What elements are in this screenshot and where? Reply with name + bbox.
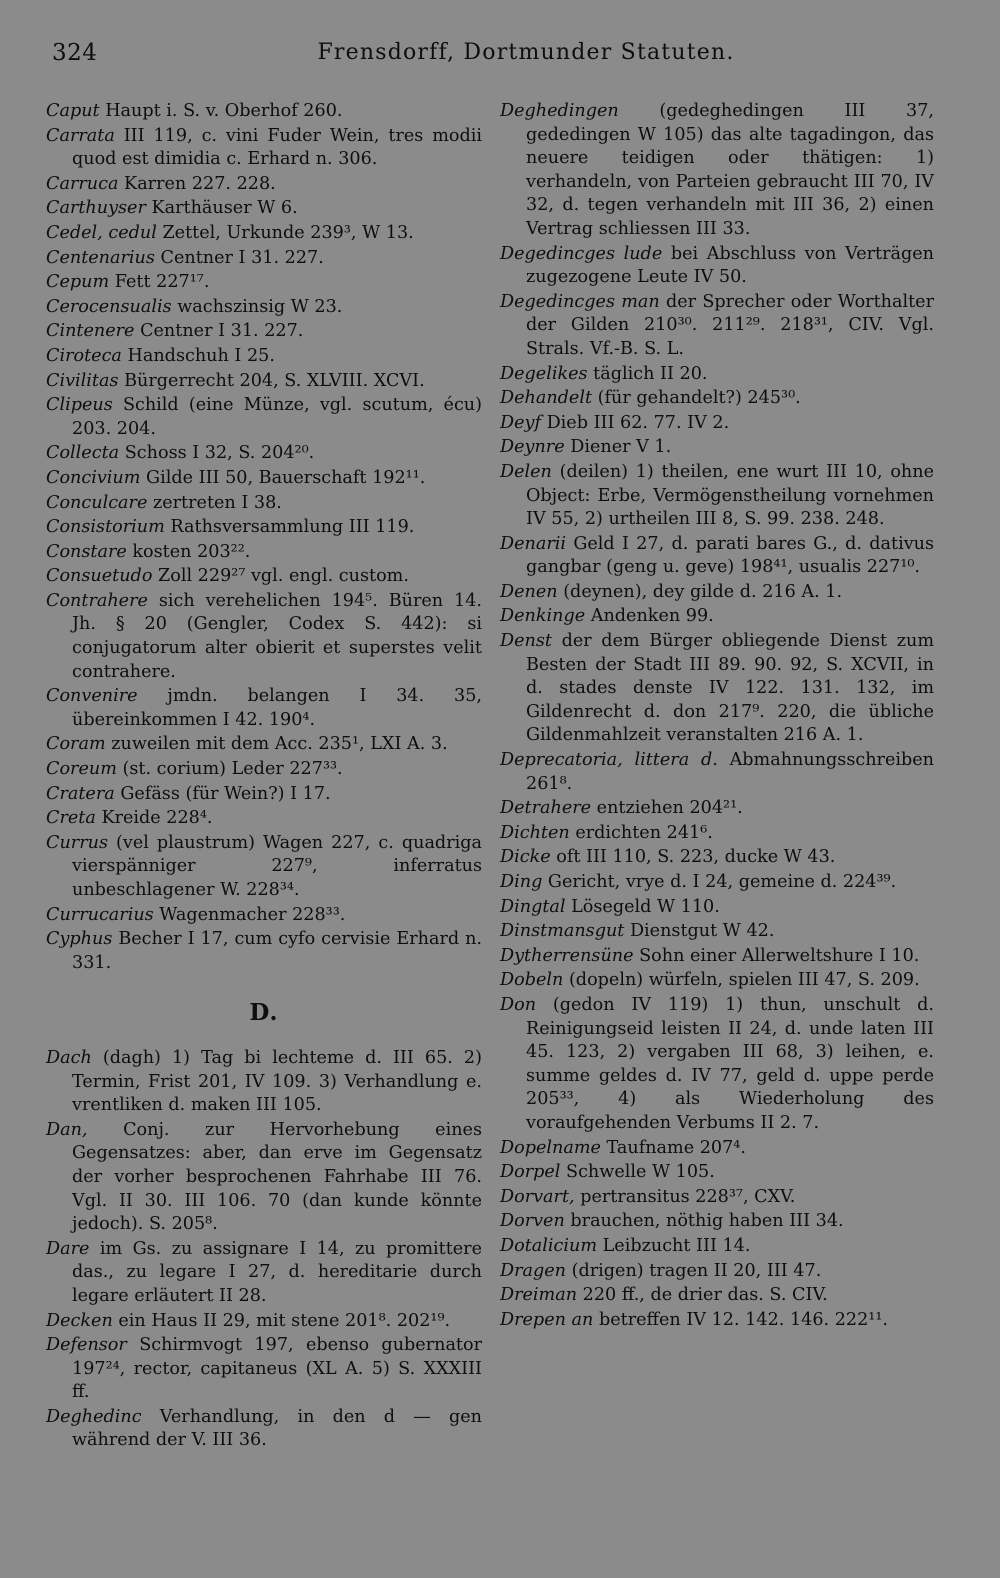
dictionary-entry — [500, 822, 934, 846]
dictionary-entry — [46, 296, 482, 320]
entry-lemma: Deghedinc — [46, 1406, 142, 1427]
entry-lemma: Clipeus — [46, 395, 113, 416]
dictionary-entry — [500, 1284, 934, 1308]
entry-lemma: Dreiman — [500, 1285, 578, 1306]
entry-lemma: Collecta — [46, 443, 120, 464]
entry-lemma: Deyf — [500, 412, 541, 433]
entry-lemma: Cepum — [46, 272, 110, 293]
dictionary-entry — [46, 197, 482, 221]
entry-lemma: Denkinge — [500, 606, 586, 627]
dictionary-entry — [500, 846, 934, 870]
entry-lemma: Dorven — [500, 1211, 565, 1232]
entry-lemma: Coreum — [46, 759, 117, 780]
entry-lemma: Deprecatoria, littera d. — [500, 750, 718, 771]
entry-lemma: Dorpel — [500, 1162, 561, 1183]
entry-definition: (dopeln) würfeln, spielen III 47, S. 209. — [568, 970, 920, 991]
entry-definition: wachszinsig W 23. — [177, 296, 343, 317]
entry-lemma: Dorvart, — [500, 1186, 575, 1207]
left-column — [46, 100, 482, 1454]
entry-definition: Schild (eine Münze, vgl. scutum, écu) 203. 204. — [72, 395, 482, 439]
entry-definition: bei Abschluss von Verträgen zugezogene Leute IV 50. — [526, 243, 935, 288]
entry-lemma: Ding — [500, 872, 543, 892]
entry-definition: Centner I 31. 227. — [140, 321, 304, 342]
entry-lemma: Creta — [46, 808, 96, 829]
entry-lemma: Conculcare — [46, 492, 148, 513]
dictionary-entry — [46, 783, 482, 807]
entry-lemma: Drepen an — [500, 1309, 594, 1330]
dictionary-entry — [46, 1310, 482, 1334]
entry-definition: (dagh) 1) Tag bi lechteme d. III 65. 2) Termin, Frist 201, IV 109. 3) Verhandlung e. vrentliken d. maken III 105. — [72, 1047, 482, 1116]
running-head: Frensdorff, Dortmunder Statuten. — [317, 40, 735, 65]
dictionary-entry — [500, 436, 934, 460]
entry-definition: Karthäuser W 6. — [151, 198, 298, 219]
dictionary-entry — [46, 222, 482, 246]
entry-definition: erdichten 241⁶. — [575, 822, 713, 843]
entry-definition: Leibzucht III 14. — [602, 1235, 751, 1256]
entry-definition: entziehen 204²¹. — [596, 798, 743, 819]
dictionary-entry — [46, 370, 482, 394]
dictionary-entry — [500, 749, 934, 796]
entry-definition: Zettel, Urkunde 239³, W 13. — [162, 222, 414, 243]
dictionary-entry — [46, 100, 482, 124]
entry-lemma: Convenire — [46, 686, 138, 707]
dictionary-entry — [500, 945, 934, 969]
entry-lemma: Dopelname — [500, 1137, 601, 1158]
dictionary-entry — [46, 1238, 482, 1309]
entry-definition: Haupt i. S. v. Oberhof 260. — [105, 101, 343, 121]
entry-definition: (st. corium) Leder 227³³. — [122, 759, 343, 780]
page-header — [52, 40, 960, 80]
entry-lemma: Denst — [500, 631, 552, 652]
dictionary-entry — [46, 320, 482, 344]
entry-lemma: Concivium — [46, 467, 141, 488]
dictionary-entry — [46, 1406, 482, 1453]
entry-lemma: Contrahere — [46, 590, 148, 611]
entry-definition: Fett 227¹⁷. — [114, 272, 210, 293]
dictionary-entry — [500, 896, 934, 920]
dictionary-entry — [46, 394, 482, 441]
entry-definition: pertransitus 228³⁷, CXV. — [580, 1186, 796, 1207]
entry-definition: Abmahnungsschreiben 261⁸. — [526, 750, 934, 794]
entry-definition: Diener V 1. — [570, 437, 672, 458]
dictionary-entry — [46, 758, 482, 782]
entry-definition: der Sprecher oder Worthalter der Gilden 210³⁰. 211²⁹. 218³¹, CIV. Vgl. Strals. Vf.-B. S. L. — [526, 291, 934, 359]
entry-definition: Gilde III 50, Bauerschaft 192¹¹. — [146, 467, 426, 488]
entry-definition: (für gehandelt?) 245³⁰. — [597, 388, 801, 409]
entry-definition: (drigen) tragen II 20, III 47. — [571, 1260, 822, 1281]
dictionary-entry — [46, 565, 482, 589]
entry-definition: (deilen) 1) theilen, ene wurt III 10, ohne Object: Erbe, Vermögenstheilung vornehmen IV 55, 2) urtheilen III 8, S. 99. 238. 248. — [526, 461, 934, 530]
dictionary-entry — [500, 630, 934, 748]
dictionary-entry — [500, 363, 934, 387]
entry-lemma: Carthuyser — [46, 198, 146, 219]
entry-definition: (gedon IV 119) 1) thun, unschult d. Reinigungseid leisten II 24, d. unde laten III 45. 123, 2) vergaben III 68, 3) leihen, e. summe geldes d. IV 77, geld d. uppe perde 205³³, 4) als Wiederholung des voraufgehenden Verbums II 2. 7. — [526, 994, 934, 1133]
dictionary-entry — [500, 412, 934, 436]
entry-definition: Centner I 31. 227. — [160, 247, 324, 268]
entry-lemma: Deghedingen — [500, 101, 619, 121]
entry-lemma: Currus — [46, 832, 108, 853]
entry-lemma: Carrata — [46, 125, 115, 146]
entry-lemma: Cintenere — [46, 321, 135, 342]
entry-lemma: Dytherrensüne — [500, 945, 634, 966]
entry-definition: III 119, c. vini Fuder Wein, tres modii quod est dimidia c. Erhard n. 306. — [72, 125, 482, 170]
entry-definition: oft III 110, S. 223, ducke W 43. — [556, 847, 836, 868]
entry-definition: brauchen, nöthig haben III 34. — [570, 1211, 844, 1232]
entry-lemma: Cratera — [46, 783, 115, 804]
entry-lemma: Cyphus — [46, 929, 113, 950]
entry-lemma: Dach — [46, 1047, 92, 1068]
dictionary-entry — [46, 345, 482, 369]
entry-definition: Dieb III 62. 77. IV 2. — [546, 412, 730, 433]
dictionary-entry — [46, 125, 482, 172]
entry-lemma: Dingtal — [500, 896, 566, 917]
dictionary-entry — [500, 1161, 934, 1185]
entry-definition: Lösegeld W 110. — [571, 896, 720, 917]
entry-lemma: Dobeln — [500, 970, 564, 991]
dictionary-entry — [500, 920, 934, 944]
dictionary-entry — [46, 492, 482, 516]
entry-definition: betreffen IV 12. 142. 146. 222¹¹. — [598, 1309, 888, 1330]
entry-lemma: Civilitas — [46, 370, 119, 391]
entry-definition: Bürgerrecht 204, S. XLVIII. XCVI. — [124, 370, 425, 391]
entries-c-list — [46, 100, 482, 975]
dictionary-entry — [46, 516, 482, 540]
entry-definition: Becher I 17, cum cyfo cervisie Erhard n. 331. — [72, 929, 482, 973]
entry-lemma: Cerocensualis — [46, 296, 172, 317]
dictionary-entry — [500, 461, 934, 532]
entry-definition: Rathsversammlung III 119. — [170, 517, 415, 538]
entry-lemma: Denarii — [500, 533, 567, 554]
dictionary-entry — [46, 685, 482, 732]
entry-lemma: Currucarius — [46, 904, 154, 925]
dictionary-entry — [500, 871, 934, 895]
dictionary-entry — [500, 1137, 934, 1161]
entry-lemma: Constare — [46, 541, 127, 562]
entry-lemma: Degedincges lude — [500, 243, 663, 264]
entry-lemma: Deynre — [500, 437, 565, 458]
entries-right-list — [500, 100, 934, 1332]
dictionary-entry — [46, 807, 482, 831]
dictionary-entry — [500, 994, 934, 1136]
entry-definition: Wagenmacher 228³³. — [159, 904, 346, 925]
entry-lemma: Coram — [46, 734, 106, 755]
dictionary-entry — [500, 797, 934, 821]
entry-lemma: Don — [500, 994, 537, 1015]
dictionary-entry — [46, 1334, 482, 1405]
entry-lemma: Delen — [500, 461, 552, 482]
dictionary-entry — [500, 1210, 934, 1234]
entry-definition: Dienstgut W 42. — [629, 921, 775, 942]
dictionary-entry — [500, 969, 934, 993]
entry-definition: Gericht, vrye d. I 24, gemeine d. 224³⁹. — [547, 872, 897, 892]
dictionary-entry — [46, 442, 482, 466]
dictionary-entry — [46, 590, 482, 684]
dictionary-entry — [500, 291, 934, 362]
entry-definition: Karren 227. 228. — [124, 173, 276, 194]
dictionary-entry — [500, 100, 934, 242]
entry-definition: Gefäss (für Wein?) I 17. — [120, 783, 331, 804]
entry-definition: Schoss I 32, S. 204²⁰. — [124, 443, 315, 464]
dictionary-entry — [46, 247, 482, 271]
dictionary-entry — [500, 1235, 934, 1259]
entry-definition: zertreten I 38. — [152, 492, 282, 513]
entry-definition: im Gs. zu assignare I 14, zu promittere das., zu legare I 27, d. hereditarie durch legare erläutert II 28. — [72, 1238, 483, 1306]
entry-lemma: Consistorium — [46, 517, 165, 538]
entries-d-list — [46, 1047, 482, 1453]
dictionary-entry — [46, 1047, 482, 1118]
dictionary-entry — [500, 605, 934, 629]
dictionary-entry — [46, 541, 482, 565]
entry-definition: Schwelle W 105. — [566, 1162, 715, 1183]
dictionary-entry — [46, 904, 482, 928]
entry-lemma: Cedel, cedul — [46, 222, 157, 243]
entry-lemma: Consuetudo — [46, 566, 153, 587]
entry-lemma: Denen — [500, 581, 558, 602]
entry-lemma: Ciroteca — [46, 345, 122, 366]
entry-definition: (vel plaustrum) Wagen 227, c. quadriga vierspänniger 227⁹, inferratus unbeschlagener W. 228³⁴. — [72, 832, 482, 900]
dictionary-entry — [500, 1309, 934, 1333]
entry-definition: Kreide 228⁴. — [101, 808, 213, 829]
entry-lemma: Defensor — [46, 1335, 127, 1356]
entry-lemma: Carruca — [46, 173, 119, 194]
entry-lemma: Dotalicium — [500, 1235, 598, 1256]
dictionary-entry — [46, 467, 482, 491]
entry-definition: sich verehelichen 194⁵. Büren 14. Jh. § 20 (Gengler, Codex S. 442): si conjugatorum alter obierit et superstes velit contrahere. — [72, 590, 482, 682]
dictionary-entry — [500, 243, 934, 290]
entry-lemma: Degedincges man — [500, 291, 660, 312]
entry-lemma: Detrahere — [500, 798, 592, 819]
entry-lemma: Dehandelt — [500, 388, 593, 409]
entry-definition: Andenken 99. — [590, 606, 714, 627]
entry-definition: jmdn. belangen I 34. 35, übereinkommen I 42. 190⁴. — [72, 686, 483, 730]
entry-lemma: Dragen — [500, 1260, 567, 1281]
entry-definition: kosten 203²². — [132, 541, 251, 562]
dictionary-entry — [500, 581, 934, 605]
dictionary-entry — [500, 1260, 934, 1284]
dictionary-entry — [46, 1119, 482, 1237]
entry-lemma: Centenarius — [46, 247, 155, 268]
dictionary-entry — [46, 928, 482, 975]
entry-lemma: Dichten — [500, 822, 570, 843]
entry-definition: der dem Bürger obliegende Dienst zum Besten der Stadt III 89. 90. 92, S. XCVII, in d. stades denste IV 122. 131. 132, im Gildenrecht d. don 217⁹. 220, die übliche Gildenmahlzeit veranstalten 216 A. 1. — [526, 631, 935, 746]
entry-definition: Sohn einer Allerweltshure I 10. — [639, 945, 920, 966]
entry-definition: Verhandlung, in den d — gen während der V. III 36. — [72, 1406, 482, 1451]
entry-definition: Geld I 27, d. parati bares G., d. dativus gangbar (geng u. geve) 198⁴¹, usualis 227¹⁰. — [526, 533, 935, 578]
entry-definition: Handschuh I 25. — [127, 345, 275, 366]
entry-lemma: Dare — [46, 1238, 90, 1259]
entry-definition: zuweilen mit dem Acc. 235¹, LXI A. 3. — [111, 734, 448, 755]
entry-definition: ein Haus II 29, mit stene 201⁸. 202¹⁹. — [118, 1310, 451, 1331]
entry-definition: Zoll 229²⁷ vgl. engl. custom. — [158, 566, 409, 587]
dictionary-entry — [46, 173, 482, 197]
entry-lemma: Dinstmansgut — [500, 921, 625, 942]
entry-lemma: Decken — [46, 1310, 113, 1331]
page-number: 324 — [52, 40, 98, 66]
section-letter-d: D. — [249, 999, 279, 1027]
dictionary-entry — [500, 533, 934, 580]
dictionary-entry — [46, 271, 482, 295]
entry-definition: (gedeghedingen III 37, gededingen W 105) das alte tagadingon, das neuere teidigen oder thätigen: 1) verhandeln, von Parteien gebraucht III 70, IV 32, d. tegen verhandeln mit III 36, 2) einen Vertrag schliessen III 33. — [526, 101, 934, 239]
entry-definition: Conj. zur Hervorhebung eines Gegensatzes: aber, dan erve im Gegensatz der vorher besprochenen Fahrhabe III 76. Vgl. II 30. III 106. 70 (dan kunde könnte jedoch). S. 205⁸. — [72, 1119, 482, 1235]
entry-definition: täglich II 20. — [593, 363, 708, 384]
dictionary-entry — [500, 387, 934, 411]
entry-definition: Taufname 207⁴. — [606, 1137, 746, 1158]
entry-lemma: Degelikes — [500, 363, 588, 384]
dictionary-entry — [46, 733, 482, 757]
entry-lemma: Dicke — [500, 847, 551, 868]
entry-definition: Schirmvogt 197, ebenso gubernator 197²⁴, rector, capitaneus (XL A. 5) S. XXXIII ff. — [72, 1335, 483, 1403]
entry-definition: 220 ff., de drier das. S. CIV. — [582, 1285, 828, 1306]
entry-lemma: Caput — [46, 101, 100, 121]
dictionary-entry — [46, 832, 482, 903]
entry-lemma: Dan, — [46, 1119, 88, 1140]
entry-definition: (deynen), dey gilde d. 216 A. 1. — [563, 581, 843, 602]
dictionary-entry — [500, 1186, 934, 1210]
right-column — [500, 100, 934, 1333]
